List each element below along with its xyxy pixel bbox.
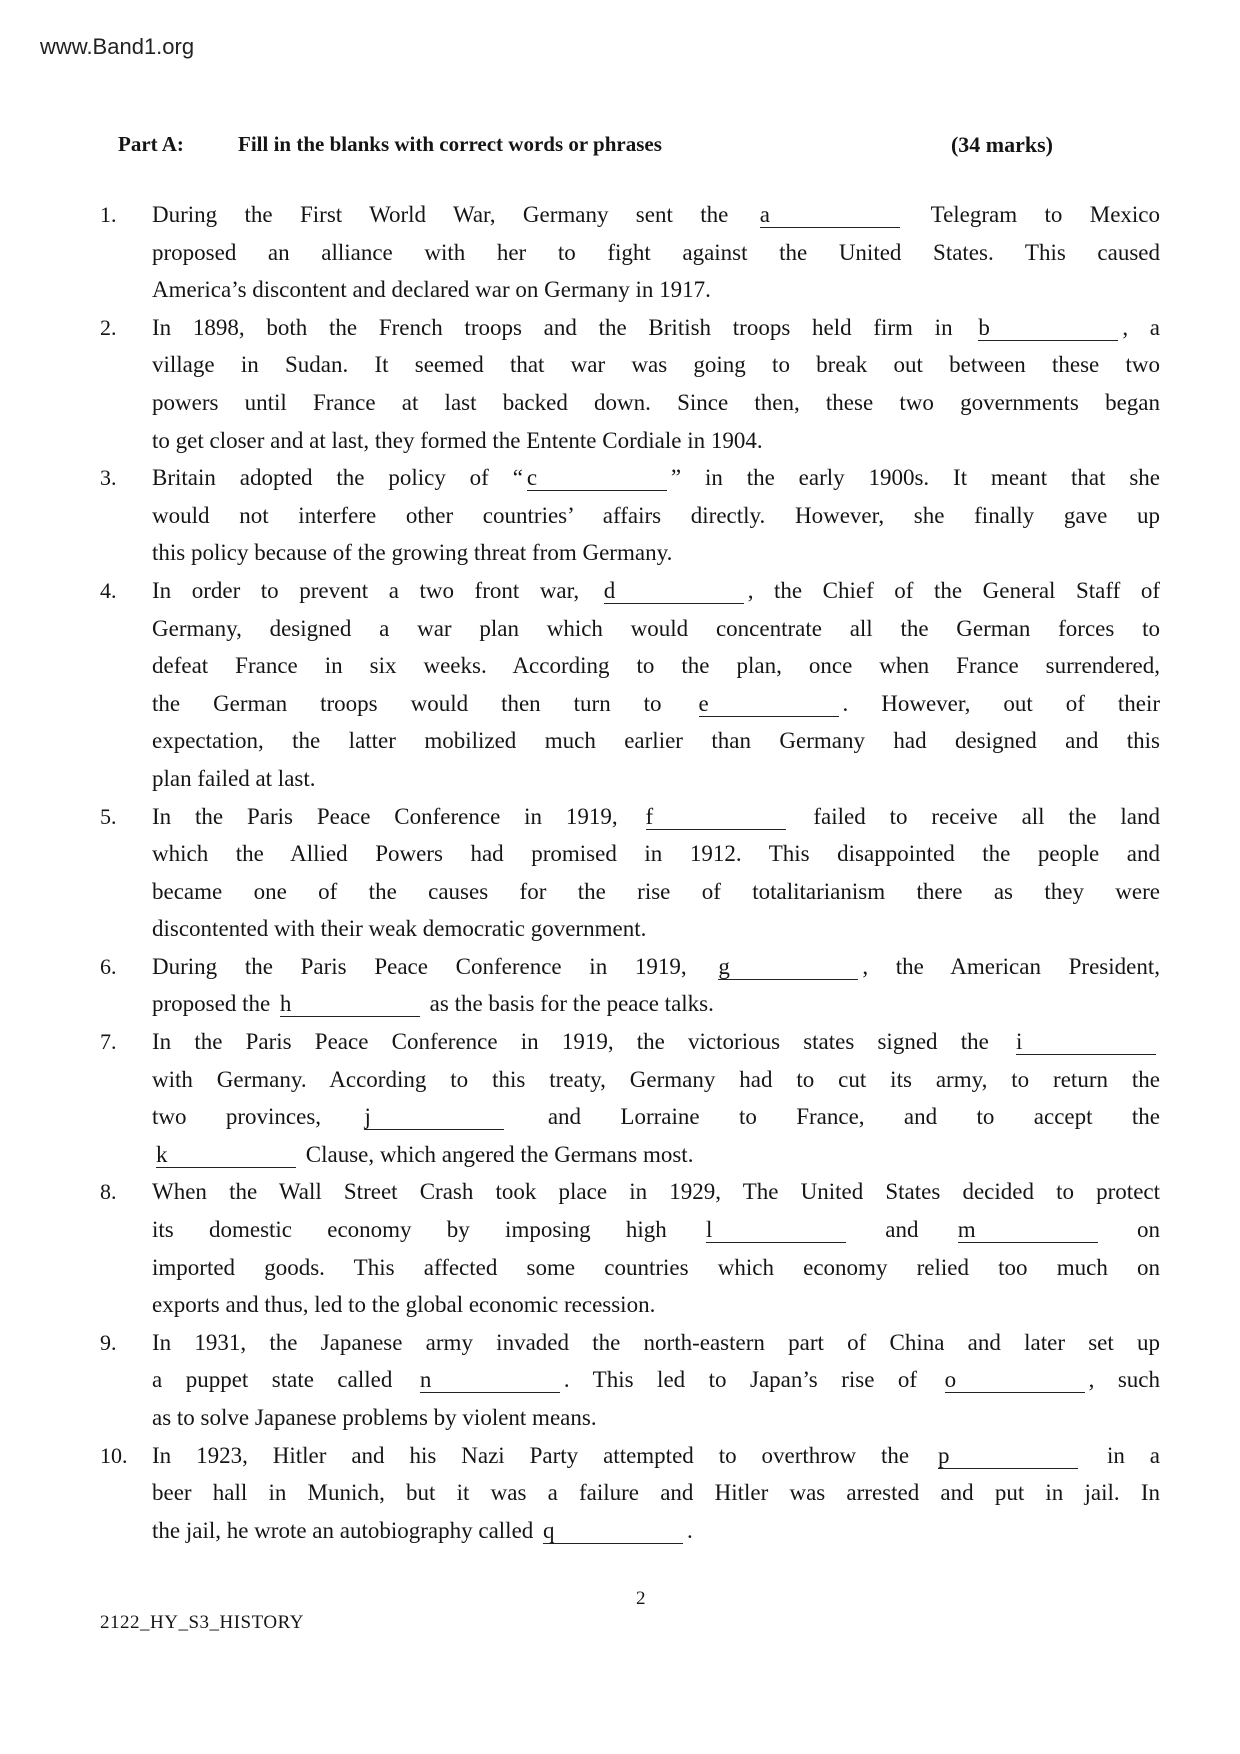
answer-blank: d [604, 579, 744, 604]
text-line [152, 873, 1160, 911]
text-segment: exports and thus, led to the global economic recession. [152, 1292, 656, 1318]
question-item [100, 196, 1160, 309]
text-segment: Germany, designed a war plan which would concentrate all the German forces to [152, 615, 1160, 641]
text-line [152, 1399, 1160, 1437]
text-line [152, 685, 1160, 723]
text-line [152, 647, 1160, 685]
question-number: 1. [100, 202, 117, 227]
question-number: 10. [100, 1442, 128, 1468]
question-text [152, 572, 1160, 798]
page-number: 2 [636, 1588, 646, 1609]
question-text [152, 1023, 1160, 1173]
text-segment: with Germany. According to this treaty, Germany had to cut its army, to return the [152, 1066, 1160, 1092]
question-number: 4. [100, 577, 117, 603]
text-line [152, 1061, 1160, 1099]
text-line [152, 798, 1160, 836]
text-segment: In 1923, Hitler and his Nazi Party attempted to overthrow the [152, 1442, 935, 1468]
answer-blank: p [938, 1444, 1078, 1469]
answer-blank: h [280, 992, 420, 1017]
text-segment: When the Wall Street Crash took place in 1929, The United States decided to protect [152, 1179, 1160, 1205]
text-segment: on [1101, 1217, 1160, 1243]
part-marks: (34 marks) [950, 132, 1053, 157]
text-line [152, 497, 1160, 535]
text-segment: Britain adopted the policy of “ [152, 465, 523, 491]
text-segment: . However, out of their [842, 690, 1160, 716]
text-segment: in a [1082, 1442, 1160, 1468]
text-line [152, 1136, 1160, 1174]
question-number: 3. [100, 465, 117, 491]
question-number: 8. [100, 1179, 117, 1205]
question-item [100, 1437, 1160, 1550]
text-line [152, 910, 1160, 948]
answer-blank: f [646, 805, 786, 830]
paper-code-footer: 2122_HY_S3_HISTORY [100, 1612, 304, 1633]
text-line [152, 534, 1160, 572]
text-segment: would not interfere other countries’ affairs directly. However, she finally gave up [152, 502, 1160, 528]
text-line [152, 722, 1160, 760]
text-line [152, 459, 1160, 497]
text-segment: as the basis for the peace talks. [423, 991, 714, 1017]
answer-blank: a [760, 203, 900, 228]
text-segment: , such [1088, 1367, 1160, 1393]
text-segment: village in Sudan. It seemed that war was going to break out between these two [152, 352, 1160, 378]
text-segment: In the Paris Peace Conference in 1919, the victorious states signed the [152, 1029, 1012, 1055]
text-segment: Clause, which angered the Germans most. [300, 1141, 694, 1167]
text-line [152, 1512, 1160, 1550]
text-line [152, 422, 1160, 460]
text-segment: imported goods. This affected some countries which economy relied too much on [152, 1254, 1160, 1280]
question-item [100, 1173, 1160, 1323]
part-instruction: Fill in the blanks with correct words or phrases [238, 132, 662, 156]
text-line [152, 1286, 1160, 1324]
text-line [152, 196, 1160, 234]
text-line [152, 384, 1160, 422]
text-line [152, 1211, 1160, 1249]
question-text [152, 459, 1160, 572]
answer-blank: m [958, 1218, 1098, 1243]
question-text [152, 798, 1160, 948]
text-segment: , a [1122, 314, 1160, 340]
text-line [152, 271, 1160, 309]
question-text [152, 196, 1160, 309]
text-line [152, 610, 1160, 648]
text-segment: Telegram to Mexico [903, 202, 1160, 227]
text-segment: proposed the [152, 991, 276, 1017]
question-item [100, 1324, 1160, 1437]
text-line [152, 234, 1160, 272]
question-text [152, 1173, 1160, 1323]
text-segment: the jail, he wrote an autobiography called [152, 1517, 540, 1543]
answer-blank: g [718, 955, 858, 980]
question-item [100, 309, 1160, 459]
answer-blank: c [527, 466, 667, 491]
answer-blank: l [706, 1218, 846, 1243]
question-item [100, 948, 1160, 1023]
text-line [152, 948, 1160, 986]
text-line [152, 1173, 1160, 1211]
text-segment: which the Allied Powers had promised in 1912. This disappointed the people and [152, 841, 1160, 867]
question-list [100, 196, 1160, 1549]
text-segment: the German troops would then turn to [152, 690, 695, 716]
text-segment: its domestic economy by imposing high [152, 1217, 703, 1243]
text-segment: During the First World War, Germany sent the [152, 202, 756, 227]
text-segment: . [687, 1517, 693, 1543]
website-watermark: www.Band1.org [40, 34, 195, 59]
text-segment: . This led to Japan’s rise of [563, 1367, 941, 1393]
text-segment: a puppet state called [152, 1367, 416, 1393]
text-segment: and Lorraine to France, and to accept the [508, 1104, 1160, 1130]
question-item [100, 459, 1160, 572]
text-segment: In the Paris Peace Conference in 1919, [152, 803, 642, 829]
answer-blank: o [945, 1368, 1085, 1393]
text-segment: In 1898, both the French troops and the British troops held firm in [152, 314, 975, 340]
text-line [152, 1437, 1160, 1475]
text-segment: ” in the early 1900s. It meant that she [670, 465, 1160, 491]
text-segment: In order to prevent a two front war, [152, 577, 600, 603]
question-item [100, 1023, 1160, 1173]
question-text [152, 1437, 1160, 1550]
text-line [152, 1324, 1160, 1362]
text-segment: proposed an alliance with her to fight against the United States. This caused [152, 239, 1160, 265]
text-line [152, 835, 1160, 873]
text-segment: to get closer and at last, they formed the Entente Cordiale in 1904. [152, 427, 763, 453]
text-segment: failed to receive all the land [789, 803, 1160, 829]
answer-blank: e [699, 692, 839, 717]
text-line [152, 1474, 1160, 1512]
text-line [152, 1098, 1160, 1136]
text-line [152, 1023, 1160, 1061]
question-text [152, 1324, 1160, 1437]
text-segment: discontented with their weak democratic government. [152, 916, 647, 942]
text-segment: America’s discontent and declared war on Germany in 1917. [152, 277, 711, 303]
part-label: Part A: [118, 132, 184, 156]
text-line [152, 309, 1160, 347]
text-line [152, 346, 1160, 384]
text-segment: beer hall in Munich, but it was a failure and Hitler was arrested and put in jail. In [152, 1480, 1160, 1506]
text-segment: defeat France in six weeks. According to the plan, once when France surrendered, [152, 653, 1160, 679]
answer-blank: q [543, 1519, 683, 1544]
answer-blank: k [156, 1143, 296, 1168]
text-line [152, 985, 1160, 1023]
text-segment: During the Paris Peace Conference in 1919, [152, 953, 715, 979]
text-segment: and [850, 1217, 954, 1243]
text-segment: became one of the causes for the rise of totalitarianism there as they were [152, 878, 1160, 904]
question-number: 7. [100, 1029, 117, 1055]
text-line [152, 572, 1160, 610]
question-text [152, 309, 1160, 459]
question-number: 6. [100, 953, 117, 979]
text-segment: as to solve Japanese problems by violent means. [152, 1405, 597, 1430]
answer-blank: n [420, 1368, 560, 1393]
section-heading [118, 132, 1053, 158]
answer-blank: i [1016, 1030, 1156, 1055]
text-line [152, 1361, 1160, 1399]
question-item [100, 798, 1160, 948]
text-segment: , the Chief of the General Staff of [747, 577, 1160, 603]
question-number: 9. [100, 1329, 117, 1355]
answer-blank: j [364, 1105, 504, 1130]
text-segment: In 1931, the Japanese army invaded the north-eastern part of China and later set up [152, 1329, 1160, 1355]
question-number: 5. [100, 803, 117, 829]
text-line [152, 760, 1160, 798]
text-segment: powers until France at last backed down. Since then, these two governments began [152, 389, 1160, 415]
question-text [152, 948, 1160, 1023]
text-segment: this policy because of the growing threat from Germany. [152, 540, 673, 566]
text-line [152, 1249, 1160, 1287]
question-item [100, 572, 1160, 798]
answer-blank: b [978, 316, 1118, 341]
text-segment: two provinces, [152, 1104, 361, 1130]
text-segment: , the American President, [862, 953, 1160, 979]
question-number: 2. [100, 314, 117, 340]
text-segment: expectation, the latter mobilized much earlier than Germany had designed and this [152, 728, 1160, 754]
text-segment: plan failed at last. [152, 765, 316, 791]
